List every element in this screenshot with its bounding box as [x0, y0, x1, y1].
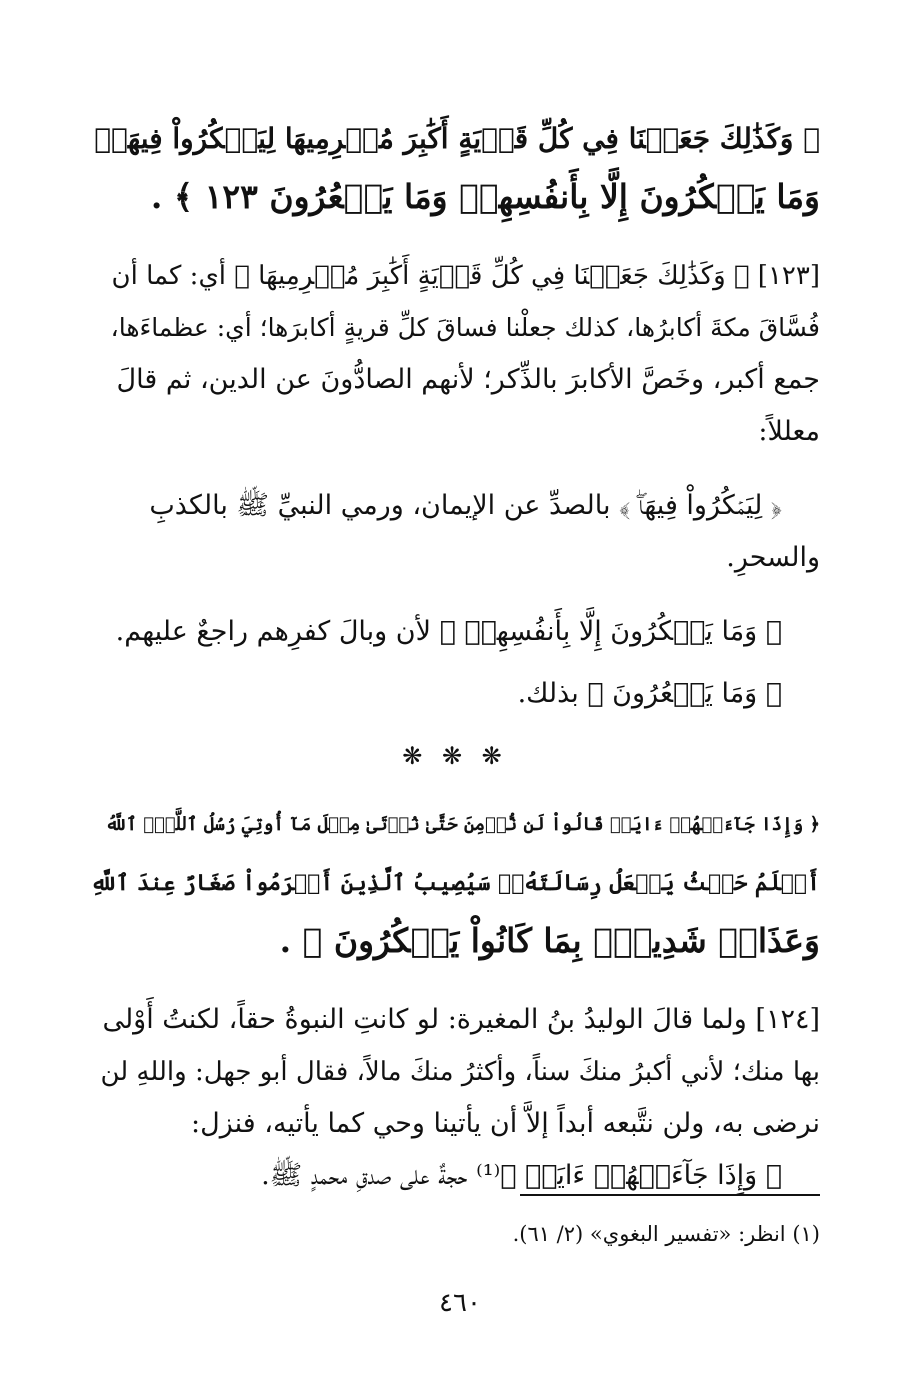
text-line: ﴿ وَمَا يَشۡعُرُونَ ﴾ بذلك.: [517, 678, 782, 709]
footnote-divider: [520, 1194, 820, 1196]
verse-line: وَعَذَابٞ شَدِيدُۢ بِمَا كَانُواْ يَمۡكُرُونَ ﴾ .: [279, 921, 820, 960]
tafsir-paragraph-shuur: [90, 668, 820, 720]
verse-line: وَمَا يَمۡكُرُونَ إِلَّا بِأَنفُسِهِمۡ وَمَا يَشۡعُرُونَ ١٢٣ ﴾ .: [150, 177, 820, 216]
tafsir-paragraph-124: [90, 994, 820, 1202]
verse-line: أَعۡلَمُ حَيۡثُ يَجۡعَلُ رِسَالَتَهُۥۗ سَيُصِيبُ ٱلَّذِينَ أَجۡرَمُواْ صَغَارٌ عِندَ ٱللَّهِ: [90, 870, 820, 896]
text-line: ﴿ وَمَا يَمۡكُرُونَ إِلَّا بِأَنفُسِهِمۡ ﴾ لأن وبالَ كفرِهم راجعٌ عليهم.: [115, 616, 782, 647]
text-line: فُسَّاقَ مكةَ أكابرُها، كذلك جعلْنا فساقَ كلِّ قريةٍ أكابرَها؛ أي: عظماءَها،: [110, 313, 820, 342]
verse-line: ﴿ وَكَذَٰلِكَ جَعَلۡنَا فِي كُلِّ قَرۡيَةٍ أَكَٰبِرَ مُجۡرِمِيهَا لِيَمۡكُرُواْ فِيهَاۖ: [94, 122, 820, 155]
tafsir-paragraph-123: [90, 250, 820, 458]
footnote: (١) انظر: «تفسير البغوي» (٢/ ٦١).: [512, 1222, 820, 1246]
text-line: [١٢٤] ولما قالَ الوليدُ بنُ المغيرة: لو كانتِ النبوةُ حقاً، لكنتُ أَوْلى: [102, 1004, 820, 1035]
text-line: [١٢٣] ﴿ وَكَذَٰلِكَ جَعَلۡنَا فِي كُلِّ قَرۡيَةٍ أَكَٰبِرَ مُجۡرِمِيهَا ﴾ أي: كما أن: [111, 261, 820, 291]
quran-verse-124: [90, 796, 820, 970]
section-separator: ❋ ❋ ❋: [402, 742, 508, 770]
verse-line: ﴿ وَإِذَا جَآءَتۡهُمۡ ءَايَةٞ قَالُواْ لَن نُّؤۡمِنَ حَتَّىٰ نُؤۡتَىٰ مِثۡلَ مَآ أُوتِيَ رُسُلُ ٱللَّهِۘ ٱللَّهُ: [105, 814, 820, 835]
text-line: نرضى به، ولن نتَّبعه أبداً إلاَّ أن يأتينا وحي كما يأتيه، فنزل:: [191, 1108, 820, 1139]
page-body: [90, 110, 820, 1224]
text-line: ﴿ لِيَمۡكُرُواْ فِيهَاۖ ﴾ بالصدِّ عن الإيمان، ورمي النبيِّ ﷺ بالكذبِ: [149, 490, 782, 521]
tafsir-paragraph-nafs: [90, 606, 820, 658]
quran-verse-123: [90, 110, 820, 226]
text-line: ﴿ وَإِذَا جَآءَتۡهُمۡ ءَايَةٞ ﴾⁽¹⁾ حجةٌ على صدقِ محمدٍ ﷺ.: [261, 1160, 782, 1191]
tafsir-paragraph-yamkuru: [90, 480, 820, 584]
text-line: بها منك؛ لأني أكبرُ منكَ سناً، وأكثرُ منكَ مالاً، فقال أبو جهل: واللهِ لن: [100, 1057, 820, 1087]
text-line: جمع أكبر، وخَصَّ الأكابرَ بالذِّكر؛ لأنهم الصادُّونَ عن الدين، ثم قالَ: [116, 364, 820, 395]
text-line: والسحرِ.: [726, 542, 820, 573]
page-number: ٤٦٠: [439, 1288, 481, 1318]
text-line: معللاً:: [758, 416, 820, 447]
